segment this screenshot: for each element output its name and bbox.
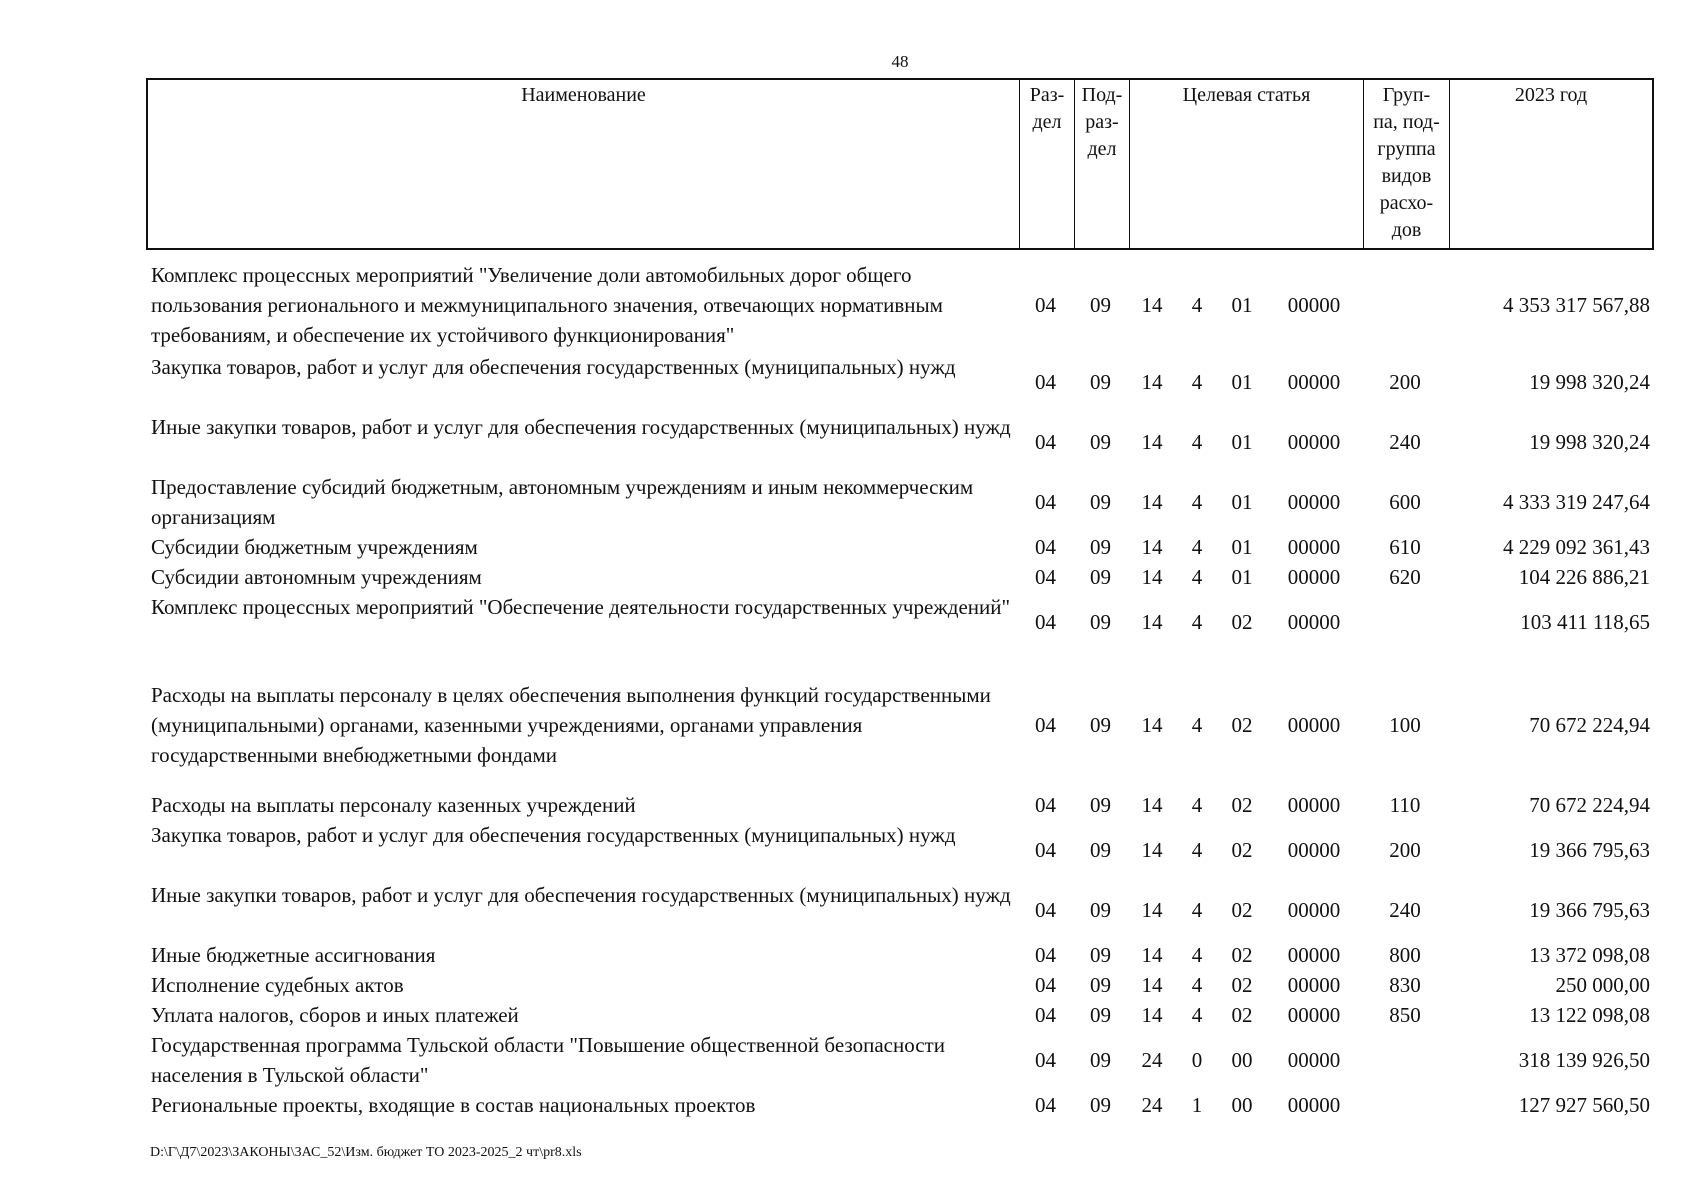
- row-name: Расходы на выплаты персоналу в целях обеспечения выполнения функций государственными (муниципальными) органами, казенными учреждениями, органами управления государственными внебюджетными фондами: [151, 683, 991, 767]
- row-amount: 127 927 560,50: [1518, 1093, 1650, 1117]
- row-name: Исполнение судебных актов: [151, 973, 404, 997]
- row-amount: 104 226 886,21: [1518, 565, 1650, 589]
- row-t1: 14: [1141, 430, 1163, 454]
- row-g: 110: [1389, 793, 1421, 817]
- row-r: 04: [1035, 430, 1056, 454]
- row-r: 04: [1035, 370, 1056, 394]
- row-amount: 70 672 224,94: [1529, 713, 1650, 737]
- header-year: 2023 год: [1514, 84, 1588, 106]
- row-t1: 14: [1141, 898, 1163, 922]
- row-amount: 318 139 926,50: [1518, 1048, 1650, 1072]
- table-header: [146, 78, 1654, 250]
- row-r: 04: [1035, 535, 1056, 559]
- row-amount: 19 366 795,63: [1529, 898, 1650, 922]
- row-pr: 09: [1090, 1003, 1111, 1027]
- row-t1: 14: [1141, 793, 1163, 817]
- row-name: Иные закупки товаров, работ и услуг для обеспечения государственных (муниципальных) нужд: [151, 415, 1011, 439]
- row-t3: 01: [1231, 565, 1253, 589]
- header-group: Груп- па, под- группа видов расхо- дов: [1364, 80, 1450, 248]
- row-t4: 00000: [1287, 1003, 1341, 1027]
- row-t2: 4: [1191, 898, 1203, 922]
- row-t3: 02: [1231, 943, 1253, 967]
- row-amount: 70 672 224,94: [1529, 793, 1650, 817]
- row-t3: 01: [1231, 370, 1253, 394]
- row-t2: 4: [1191, 943, 1203, 967]
- row-t4: 00000: [1287, 370, 1341, 394]
- row-t2: 4: [1191, 490, 1203, 514]
- table-row: [146, 1030, 1654, 1090]
- table-row: [146, 970, 1654, 1000]
- row-pr: 09: [1090, 898, 1111, 922]
- table-row: [146, 680, 1654, 770]
- row-t3: 01: [1231, 535, 1253, 559]
- row-t2: 1: [1191, 1093, 1203, 1117]
- row-amount: 19 998 320,24: [1529, 370, 1650, 394]
- row-amount: 19 366 795,63: [1529, 838, 1650, 862]
- table-row: [146, 472, 1654, 532]
- row-name: Субсидии бюджетным учреждениям: [151, 535, 478, 559]
- row-t2: 4: [1191, 565, 1203, 589]
- row-t2: 4: [1191, 793, 1203, 817]
- row-t4: 00000: [1287, 490, 1341, 514]
- row-t1: 14: [1141, 1003, 1163, 1027]
- row-r: 04: [1035, 1003, 1056, 1027]
- row-t1: 14: [1141, 838, 1163, 862]
- row-t2: 4: [1191, 293, 1203, 317]
- row-pr: 09: [1090, 293, 1111, 317]
- row-t3: 01: [1231, 430, 1253, 454]
- row-g: 620: [1389, 565, 1421, 589]
- row-pr: 09: [1090, 535, 1111, 559]
- row-g: 200: [1389, 838, 1421, 862]
- row-t3: 01: [1231, 490, 1253, 514]
- row-g: 200: [1389, 370, 1421, 394]
- header-subsection: Под- раз- дел: [1075, 80, 1130, 248]
- row-t3: 02: [1231, 793, 1253, 817]
- row-r: 04: [1035, 713, 1056, 737]
- row-t3: 01: [1231, 293, 1253, 317]
- row-t2: 4: [1191, 430, 1203, 454]
- row-amount: 250 000,00: [1555, 973, 1650, 997]
- row-name: Предоставление субсидий бюджетным, автономным учреждениям и иным некоммерческим организациям: [151, 475, 974, 529]
- table-row: [146, 1090, 1654, 1120]
- row-g: 850: [1389, 1003, 1421, 1027]
- row-g: 610: [1389, 535, 1421, 559]
- row-t2: 4: [1191, 610, 1203, 634]
- row-pr: 09: [1090, 1093, 1111, 1117]
- row-t1: 24: [1141, 1093, 1163, 1117]
- row-t4: 00000: [1287, 838, 1341, 862]
- row-g: 240: [1389, 430, 1421, 454]
- row-pr: 09: [1090, 610, 1111, 634]
- row-t4: 00000: [1287, 535, 1341, 559]
- table-row: [146, 592, 1654, 652]
- row-t3: 02: [1231, 838, 1253, 862]
- row-t2: 4: [1191, 713, 1203, 737]
- row-pr: 09: [1090, 713, 1111, 737]
- row-r: 04: [1035, 973, 1056, 997]
- row-amount: 4 333 319 247,64: [1503, 490, 1650, 514]
- row-g: 800: [1389, 943, 1421, 967]
- table-row: [146, 880, 1654, 940]
- row-t1: 14: [1141, 565, 1163, 589]
- row-t2: 4: [1191, 370, 1203, 394]
- row-r: 04: [1035, 610, 1056, 634]
- row-t3: 02: [1231, 713, 1253, 737]
- row-t4: 00000: [1287, 1048, 1341, 1072]
- row-name: Закупка товаров, работ и услуг для обеспечения государственных (муниципальных) нужд: [151, 823, 956, 847]
- table-row: [146, 790, 1654, 820]
- row-amount: 13 372 098,08: [1529, 943, 1650, 967]
- row-t1: 14: [1141, 535, 1163, 559]
- row-r: 04: [1035, 1093, 1056, 1117]
- row-t4: 00000: [1287, 293, 1341, 317]
- row-t4: 00000: [1287, 973, 1341, 997]
- row-t2: 0: [1191, 1048, 1203, 1072]
- row-g: 600: [1389, 490, 1421, 514]
- row-t3: 02: [1231, 1003, 1253, 1027]
- row-g: 240: [1389, 898, 1421, 922]
- row-t4: 00000: [1287, 713, 1341, 737]
- file-path-footer: D:\Г\Д7\2023\ЗАКОНЫ\ЗАС_52\Изм. бюджет ТО 2023-2025_2 чт\pr8.xls: [150, 1145, 582, 1160]
- table-row: [146, 562, 1654, 592]
- row-pr: 09: [1090, 1048, 1111, 1072]
- table-row: [146, 352, 1654, 412]
- row-r: 04: [1035, 293, 1056, 317]
- row-r: 04: [1035, 490, 1056, 514]
- row-pr: 09: [1090, 943, 1111, 967]
- row-t1: 14: [1141, 610, 1163, 634]
- row-t1: 14: [1141, 713, 1163, 737]
- row-name: Уплата налогов, сборов и иных платежей: [151, 1003, 519, 1027]
- row-amount: 19 998 320,24: [1529, 430, 1650, 454]
- row-amount: 4 353 317 567,88: [1503, 293, 1650, 317]
- row-t2: 4: [1191, 535, 1203, 559]
- row-t4: 00000: [1287, 793, 1341, 817]
- row-pr: 09: [1090, 793, 1111, 817]
- row-name: Комплекс процессных мероприятий "Обеспечение деятельности государственных учреждений": [151, 595, 1011, 619]
- table-row: [146, 532, 1654, 562]
- row-t1: 24: [1141, 1048, 1163, 1072]
- row-amount: 13 122 098,08: [1529, 1003, 1650, 1027]
- row-t1: 14: [1141, 973, 1163, 997]
- row-t1: 14: [1141, 370, 1163, 394]
- table-row: [146, 412, 1654, 472]
- header-target: Целевая статья: [1130, 80, 1364, 248]
- row-name: Региональные проекты, входящие в состав национальных проектов: [151, 1093, 756, 1117]
- row-t4: 00000: [1287, 610, 1341, 634]
- row-t2: 4: [1191, 1003, 1203, 1027]
- row-pr: 09: [1090, 490, 1111, 514]
- row-t4: 00000: [1287, 430, 1341, 454]
- header-section: Раз- дел: [1020, 80, 1075, 248]
- row-pr: 09: [1090, 370, 1111, 394]
- row-r: 04: [1035, 793, 1056, 817]
- table-row: [146, 1000, 1654, 1030]
- row-g: 830: [1389, 973, 1421, 997]
- row-name: Иные закупки товаров, работ и услуг для обеспечения государственных (муниципальных) нужд: [151, 883, 1011, 907]
- table-row: [146, 820, 1654, 880]
- row-pr: 09: [1090, 838, 1111, 862]
- row-pr: 09: [1090, 565, 1111, 589]
- row-r: 04: [1035, 838, 1056, 862]
- table-row: [146, 260, 1654, 350]
- row-t4: 00000: [1287, 943, 1341, 967]
- row-name: Расходы на выплаты персоналу казенных учреждений: [151, 793, 636, 817]
- row-amount: 4 229 092 361,43: [1503, 535, 1650, 559]
- row-name: Комплекс процессных мероприятий "Увеличение доли автомобильных дорог общего пользования регионального и межмуниципального значения, отвечающих нормативным требованиям, и обеспечение их устойчивого функционирования": [151, 263, 943, 347]
- row-t2: 4: [1191, 838, 1203, 862]
- row-r: 04: [1035, 1048, 1056, 1072]
- row-r: 04: [1035, 898, 1056, 922]
- row-t3: 00: [1231, 1048, 1253, 1072]
- header-name: Наименование: [148, 80, 1020, 248]
- row-t1: 14: [1141, 943, 1163, 967]
- row-name: Субсидии автономным учреждениям: [151, 565, 482, 589]
- row-amount: 103 411 118,65: [1520, 610, 1650, 634]
- row-pr: 09: [1090, 430, 1111, 454]
- row-g: 100: [1389, 713, 1421, 737]
- row-t4: 00000: [1287, 1093, 1341, 1117]
- row-t3: 02: [1231, 973, 1253, 997]
- row-t3: 00: [1231, 1093, 1253, 1117]
- row-t1: 14: [1141, 490, 1163, 514]
- page-number: 48: [891, 52, 909, 71]
- row-name: Закупка товаров, работ и услуг для обеспечения государственных (муниципальных) нужд: [151, 355, 956, 379]
- row-r: 04: [1035, 943, 1056, 967]
- row-t4: 00000: [1287, 898, 1341, 922]
- row-pr: 09: [1090, 973, 1111, 997]
- row-r: 04: [1035, 565, 1056, 589]
- row-t2: 4: [1191, 973, 1203, 997]
- row-name: Иные бюджетные ассигнования: [151, 943, 436, 967]
- row-t3: 02: [1231, 898, 1253, 922]
- row-t1: 14: [1141, 293, 1163, 317]
- row-t4: 00000: [1287, 565, 1341, 589]
- row-name: Государственная программа Тульской области "Повышение общественной безопасности населения в Тульской области": [151, 1033, 945, 1087]
- table-row: [146, 940, 1654, 970]
- row-t3: 02: [1231, 610, 1253, 634]
